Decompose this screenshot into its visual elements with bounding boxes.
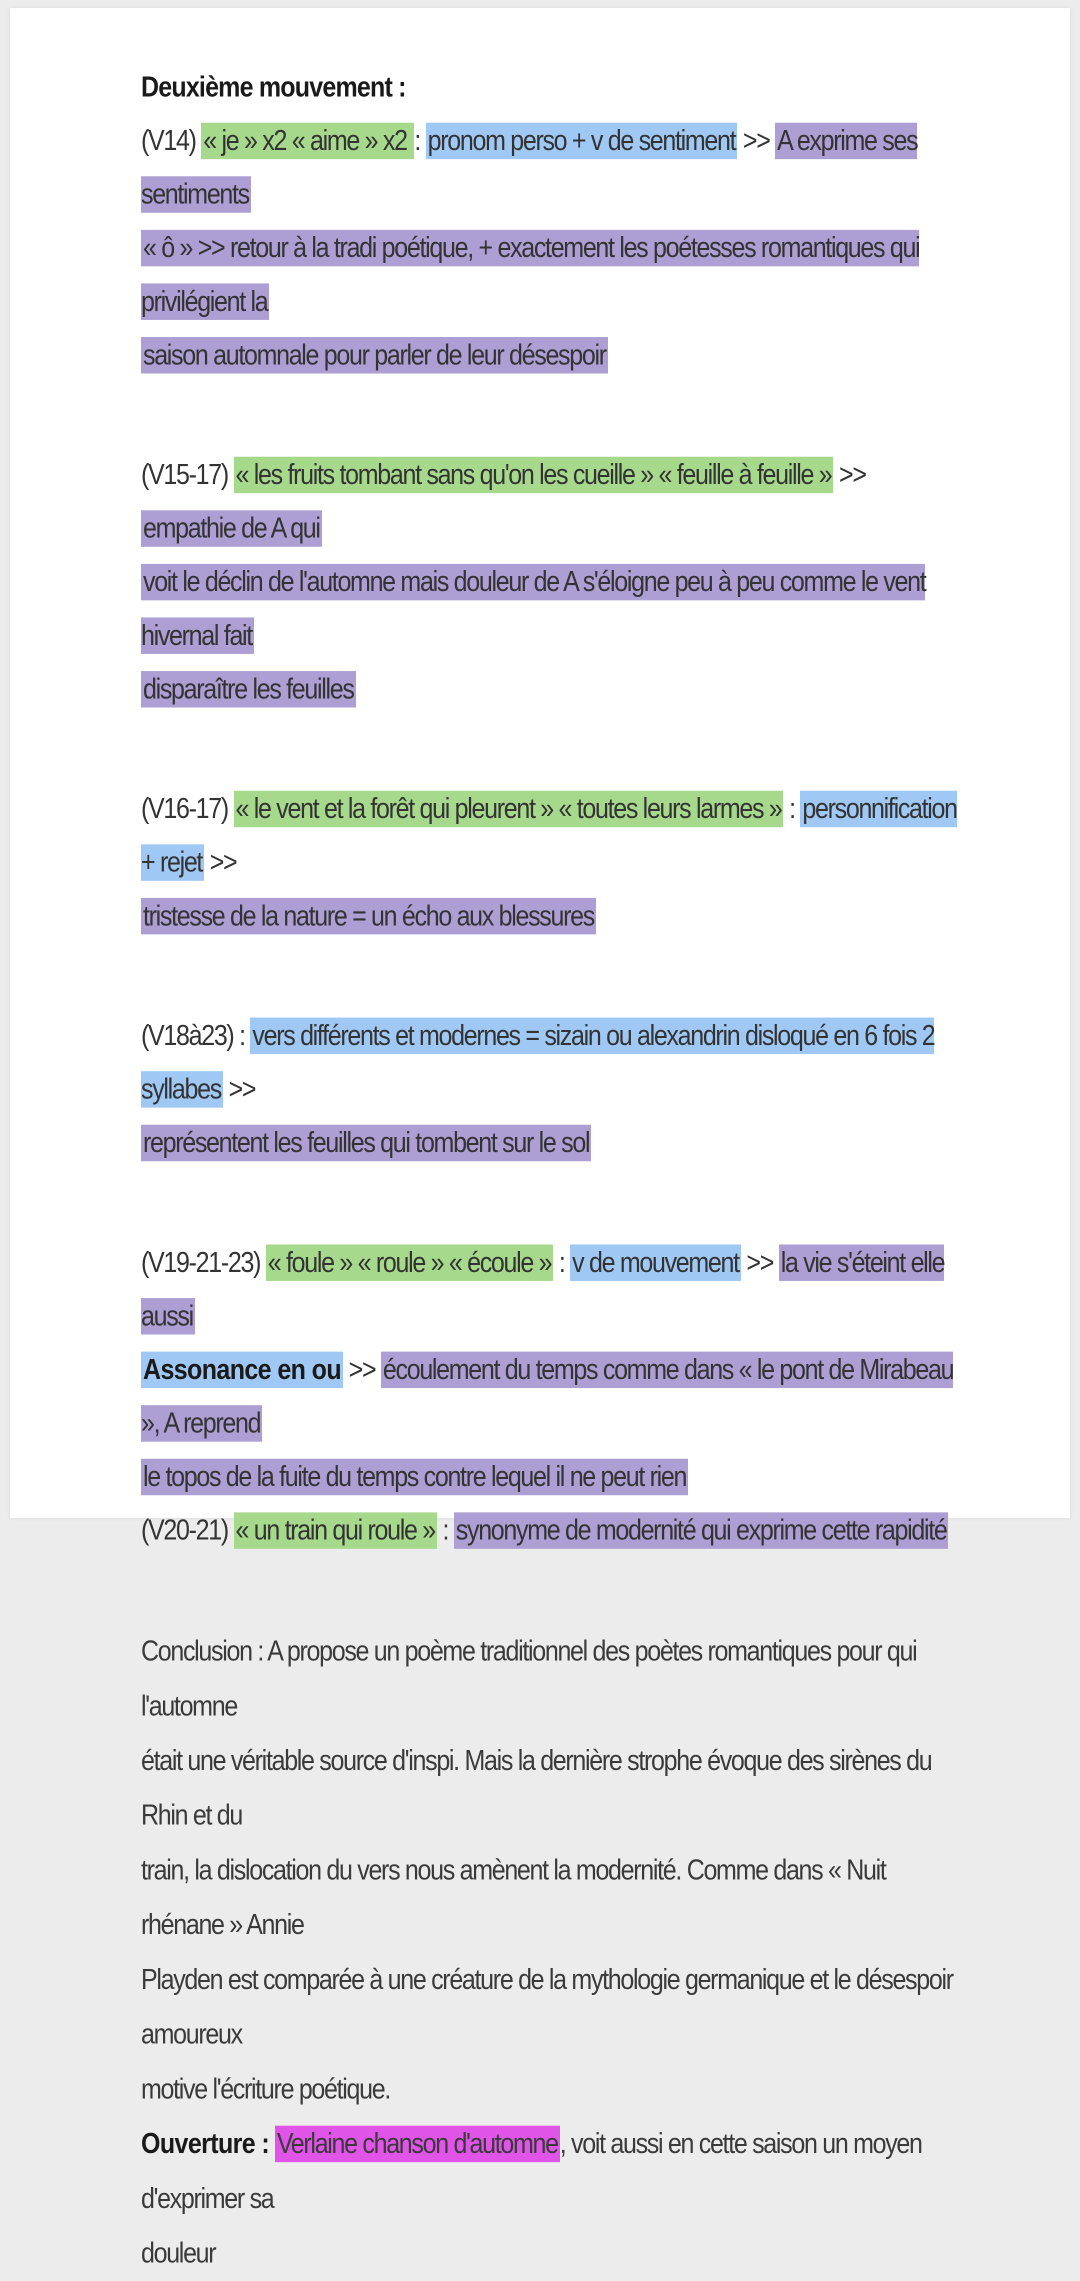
line-text: : [414, 124, 426, 157]
spacer [141, 1558, 961, 1624]
analysis-line [141, 1344, 961, 1451]
spacer [141, 1170, 961, 1236]
highlighted-text: voit le déclin de l'automne mais douleur de A s'éloigne peu à peu comme le vent hivernal fait [141, 564, 925, 654]
analysis-line [141, 222, 961, 329]
highlighted-text: empathie de A qui [141, 510, 322, 546]
analysis-line [141, 115, 961, 222]
highlighted-text: « le vent et la forêt qui pleurent » « toutes leurs larmes » [234, 791, 784, 827]
analysis-line [141, 1451, 961, 1505]
line-text: : [783, 793, 801, 825]
highlighted-text: écoulement du temps comme dans « le pont de Mirabeau », A reprend [141, 1352, 953, 1442]
ouverture-label: Ouverture : [141, 2127, 270, 2160]
conclusion-text [141, 1624, 961, 2116]
analysis-section [141, 1010, 961, 1171]
spacer [141, 383, 961, 449]
document-page [10, 8, 1070, 2270]
highlighted-text: disparaître les feuilles [141, 671, 356, 707]
line-text: : [553, 1246, 571, 1279]
conclusion-line: Conclusion : A propose un poème traditionnel des poètes romantiques pour qui l'automne [141, 1635, 917, 1723]
line-text: (V19-21-23) [141, 1246, 266, 1279]
line-text: (V20-21) [141, 1514, 234, 1547]
conclusion-line: Playden est comparée à une créature de la mythologie germanique et le désespoir amoureux [141, 1963, 953, 2051]
analysis-section [141, 449, 961, 717]
ouverture-line [141, 2117, 961, 2226]
analysis-line [141, 449, 961, 556]
highlighted-text: vers différents et modernes = sizain ou alexandrin disloqué en 6 fois 2 syllabes [141, 1018, 934, 1108]
highlighted-text: « ô » >> retour à la tradi poétique, + exactement les poétesses romantiques qui privilégient la [141, 230, 919, 320]
highlighted-text: « les fruits tombant sans qu'on les cueille » « feuille à feuille » [234, 457, 834, 493]
analysis-line [141, 1236, 961, 1343]
ouverture-highlight: Verlaine chanson d'automne [275, 2126, 560, 2162]
highlighted-text: « foule » « roule » « écoule » [266, 1244, 553, 1280]
analysis-line [141, 890, 961, 944]
analysis-line [141, 329, 961, 383]
conclusion-line: train, la dislocation du vers nous amènent la modernité. Comme dans « Nuit rhénane » Annie [141, 1854, 886, 1941]
conclusion-line: motive l'écriture poétique. [141, 2073, 390, 2106]
highlighted-text: le topos de la fuite du temps contre lequel il ne peut rien [141, 1459, 688, 1495]
line-text: >> [204, 846, 237, 879]
highlighted-text: synonyme de modernité qui exprime cette rapidité [454, 1512, 949, 1548]
line-text: (V15-17) [141, 459, 234, 491]
highlighted-text: saison automnale pour parler de leur désespoir [141, 337, 608, 373]
highlighted-text: A exprime ses sentiments [141, 123, 917, 213]
line-text: (V16-17) [141, 793, 234, 825]
spacer [141, 717, 961, 783]
highlighted-text: personnification + rejet [141, 791, 957, 881]
conclusion-block [141, 1624, 961, 2281]
highlighted-text: « je » x2 « aime » x2 [201, 123, 414, 159]
section-heading: Deuxième mouvement : [141, 71, 406, 104]
highlighted-text: la vie s'éteint elle aussi [141, 1244, 944, 1334]
line-text: >> [343, 1353, 381, 1386]
analysis-sections [141, 115, 961, 1558]
analysis-section [141, 783, 961, 944]
highlighted-text: tristesse de la nature = un écho aux blessures [141, 898, 596, 934]
analysis-line [141, 783, 961, 890]
ouverture-line-2: douleur [141, 2237, 216, 2270]
line-text: : [436, 1514, 454, 1547]
analysis-line [141, 1117, 961, 1171]
highlighted-text: représentent les feuilles qui tombent sur le sol [141, 1125, 591, 1161]
document-content [141, 60, 961, 2281]
line-text: >> [740, 1246, 779, 1279]
highlighted-text: pronom perso + v de sentiment [426, 123, 738, 159]
line-text: (V14) [141, 124, 202, 157]
analysis-line [141, 556, 961, 663]
analysis-section [141, 1236, 961, 1557]
conclusion-line: était une véritable source d'inspi. Mais la dernière strophe évoque des sirènes du Rhin et du [141, 1744, 932, 1832]
spacer [141, 944, 961, 1010]
analysis-line [141, 1504, 961, 1558]
line-text: (V18à23) : [141, 1019, 251, 1052]
highlighted-text: v de mouvement [570, 1244, 741, 1280]
ouverture-text: , voit aussi en cette saison un moyen d'exprimer sa [141, 2127, 922, 2215]
line-text: >> [833, 459, 866, 491]
analysis-section [141, 115, 961, 383]
line-text: >> [737, 124, 776, 157]
analysis-line [141, 663, 961, 717]
highlighted-text: « un train qui roule » [234, 1512, 437, 1548]
highlighted-text: Assonance en ou [141, 1352, 343, 1388]
analysis-line [141, 1010, 961, 1117]
line-text: >> [222, 1073, 256, 1106]
